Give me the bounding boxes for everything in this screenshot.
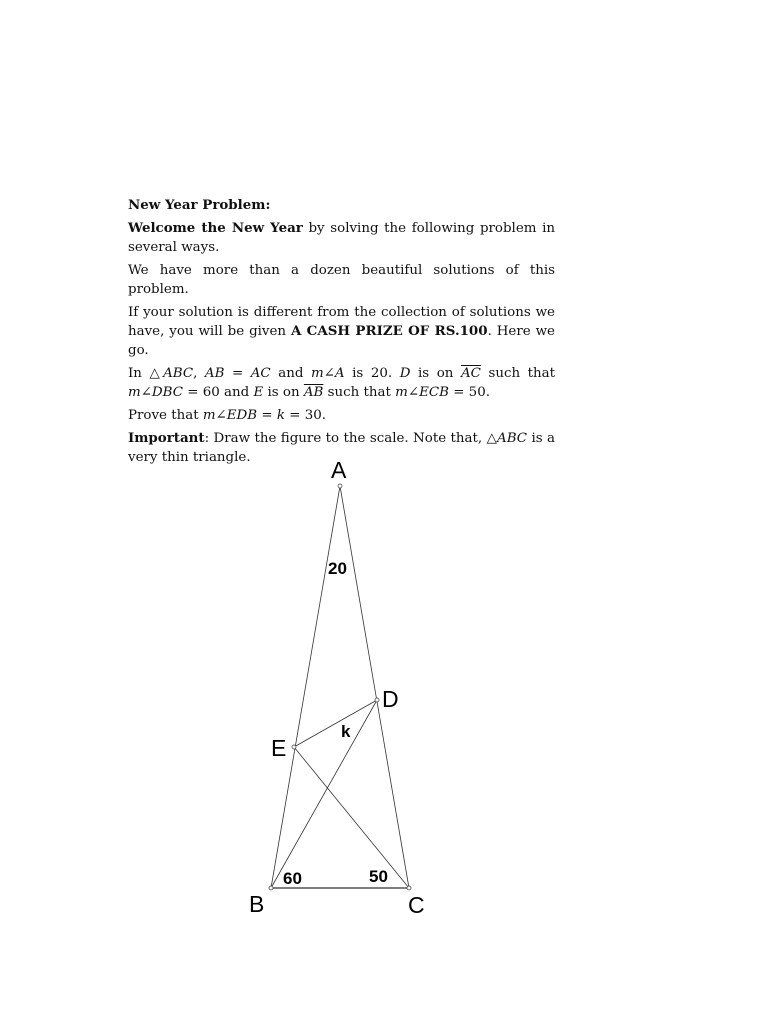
segment-ce [294,747,409,888]
important-paragraph: Important: Draw the figure to the scale. Note that, △ABC is a very thin triangle. [128,430,555,465]
label-a: A [331,457,347,483]
angle-b-label: 60 [283,869,302,888]
angle-a-label: 20 [328,559,347,578]
statement-paragraph: In △ABC, AB = AC and m∠A is 20. D is on $\overline{AC}$ such that m∠DBC = 60 and E is on $\overline{AB}$ such that m∠ECB = 50. [128,366,555,400]
angle-c-label: 50 [369,867,388,886]
side-ab [271,486,340,888]
label-d: D [382,686,399,712]
prove-paragraph: Prove that m∠EDB = k = 30. [128,408,327,423]
label-b: B [249,891,265,917]
segment-ed [294,700,377,747]
point-c [407,886,411,890]
point-a [338,484,342,488]
point-e [292,745,296,749]
angle-k-label: k [341,722,351,741]
solutions-paragraph: We have more than a dozen beautiful solutions of this problem. [128,263,555,297]
label-e: E [271,735,287,761]
intro-paragraph: Welcome the New Year by solving the following problem in several ways. [128,220,556,255]
point-d [375,698,379,702]
label-c: C [408,892,425,918]
point-b [269,886,273,890]
side-ac [340,486,409,888]
problem-heading: New Year Problem: [128,197,271,213]
prize-paragraph: If your solution is different from the collection of solutions we have, you will be given A CASH PRIZE OF RS.100. Here we go. [128,305,555,358]
